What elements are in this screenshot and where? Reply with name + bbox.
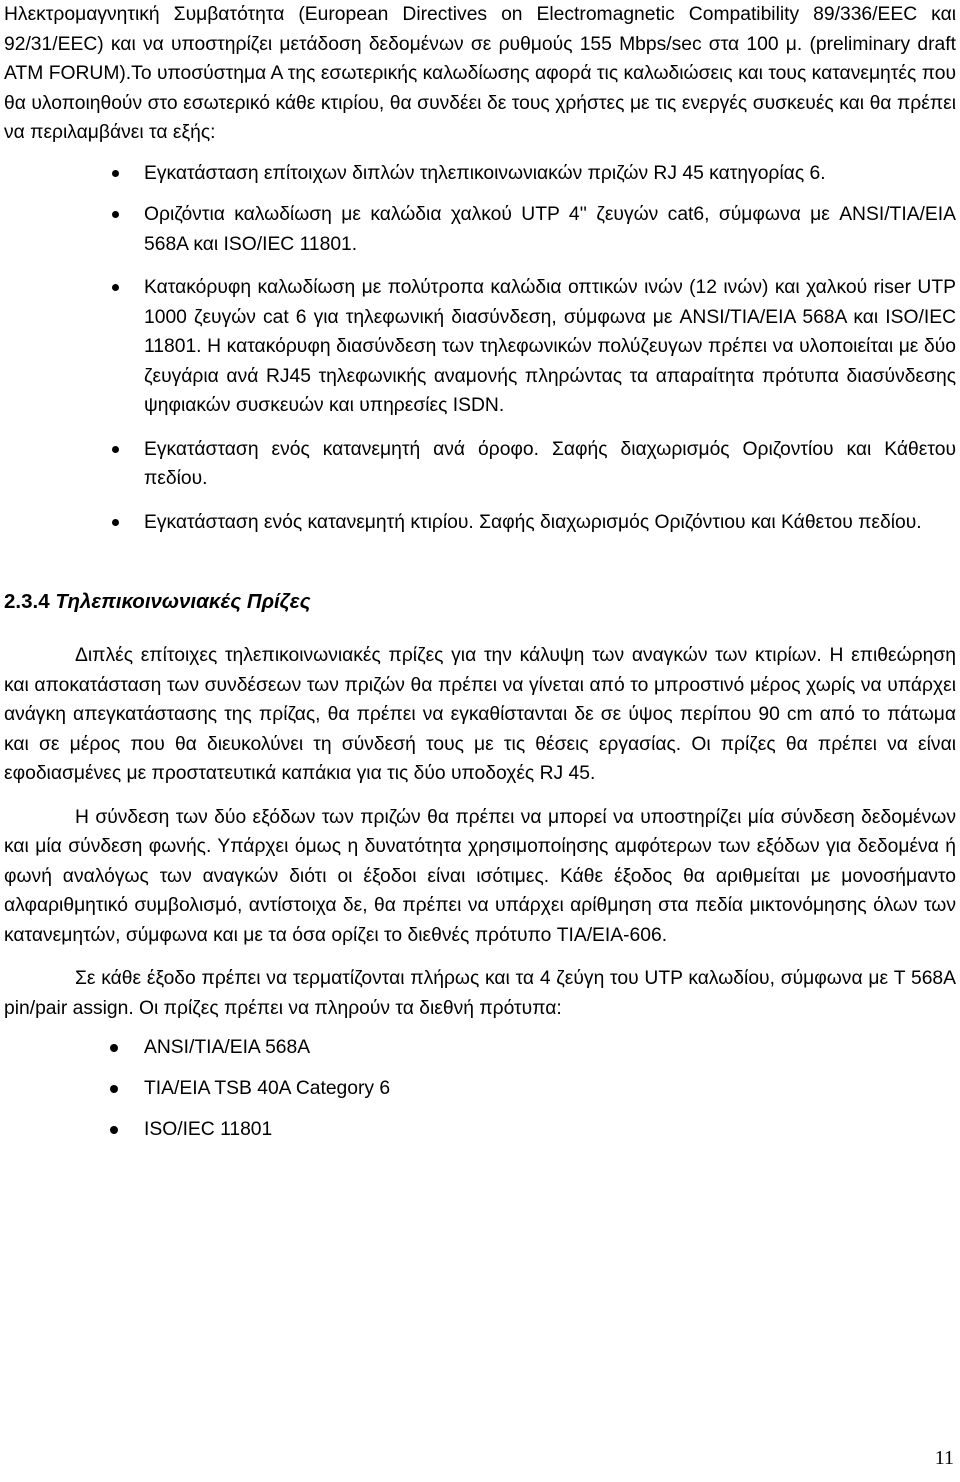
- bullet-icon: [112, 446, 119, 453]
- bullet-icon: [112, 211, 119, 218]
- list-item: [4, 1033, 956, 1063]
- list-item: [4, 1074, 956, 1104]
- bullet-icon: [112, 519, 119, 526]
- list-item: [4, 508, 956, 538]
- list-item: [4, 435, 956, 494]
- standards-list: [4, 1033, 956, 1145]
- document-page: [4, 0, 956, 1156]
- list-item: [4, 273, 956, 421]
- list-item-text: Οριζόντια καλωδίωση με καλώδια χαλκού UTP 4'' ζευγών cat6, σύμφωνα με ANSI/TIA/EIA 568A και ISO/IEC 11801.: [144, 204, 956, 255]
- list-item: [4, 1115, 956, 1145]
- section-number: 2.3.4: [4, 590, 50, 613]
- section-heading: [4, 587, 956, 617]
- bullet-icon: [110, 1085, 118, 1093]
- paragraph-sockets: Διπλές επίτοιχες τηλεπικοινωνιακές πρίζες για την κάλυψη των αναγκών των κτιρίων. Η επιθεώρηση και αποκατάσταση των συνδέσεων των πριζών θα πρέπει να γίνεται από το μπροστινό μέρος χωρίς να υπάρχει ανάγκη απεγκατάστασης της πρίζας, θα πρέπει να εγκαθίστανται δε σε ύψος περίπου 90 cm από το πάτωμα και σε μέρος που θα διευκολύνει τη σύνδεσή τους με τις θέσεις εργασίας. Οι πρίζες θα πρέπει να είναι εφοδιασμένες με προστατευτικά καπάκια για τις δύο υποδοχές RJ 45.: [4, 645, 956, 784]
- paragraph-outputs: Η σύνδεση των δύο εξόδων των πριζών θα πρέπει να μπορεί να υποστηρίζει μία σύνδεση δεδομένων και μία σύνδεση φωνής. Υπάρχει όμως η δυνατότητα χρησιμοποίησης αμφότερων των εξόδων για δεδομένα ή φωνή αναλόγως των αναγκών διότι οι έξοδοι είναι ισότιμες. Κάθε έξοδος θα αριθμείται με μονοσήμαντο αλφαριθμητικό συμβολισμό, αντίστοιχα δε, θα πρέπει να υπάρχει αρίθμηση στα πεδία μικτονόμησης όλων των κατανεμητών, σύμφωνα και με τα όσα ορίζει το διεθνές πρότυπο TIA/EIA-606.: [4, 806, 956, 946]
- bullet-icon: [112, 284, 119, 291]
- section-title: Τηλεπικοινωνιακές Πρίζες: [55, 590, 311, 613]
- list-item-text: Εγκατάσταση ενός κατανεμητή ανά όροφο. Σαφής διαχωρισμός Οριζοντίου και Κάθετου πεδίου.: [144, 438, 956, 489]
- standard-text: TIA/EIA TSB 40A Category 6: [144, 1078, 391, 1099]
- list-item: [4, 159, 956, 189]
- list-item-text: Εγκατάσταση επίτοιχων διπλών τηλεπικοινωνιακών πριζών RJ 45 κατηγορίας 6.: [144, 162, 826, 184]
- page-number: 11: [934, 1447, 954, 1469]
- requirements-list: [4, 159, 956, 538]
- standard-text: ISO/IEC 11801: [144, 1119, 273, 1140]
- list-item-text: Εγκατάσταση ενός κατανεμητή κτιρίου. Σαφής διαχωρισμός Οριζόντιου και Κάθετου πεδίου.: [144, 511, 922, 533]
- paragraph-termination: Σε κάθε έξοδο πρέπει να τερματίζονται πλήρως και τα 4 ζεύγη του UTP καλωδίου, σύμφωνα με T 568A pin/pair assign. Οι πρίζες πρέπει να πληρούν τα διεθνή πρότυπα:: [4, 968, 956, 1019]
- standard-text: ANSI/TIA/EIA 568A: [144, 1037, 311, 1058]
- bullet-icon: [110, 1126, 118, 1134]
- intro-paragraph: Ηλεκτρομαγνητική Συμβατότητα (European Directives on Electromagnetic Compatibility 89/336/EEC και 92/31/EEC) και να υποστηρίζει μετάδοση δεδομένων σε ρυθμούς 155 Mbps/sec στα 100 μ. (preliminary draft ATM FORUM).Το υποσύστημα Α της εσωτερικής καλωδίωσης αφορά τις καλωδιώσεις και τους κατανεμητές που θα υλοποιηθούν στο εσωτερικό κάθε κτιρίου, θα συνδέει δε τους χρήστες με τις ενεργές συσκευές και θα πρέπει να περιλαμβάνει τα εξής:: [4, 4, 956, 143]
- bullet-icon: [110, 1044, 118, 1052]
- list-item: [4, 200, 956, 259]
- list-item-text: Κατακόρυφη καλωδίωση με πολύτροπα καλώδια οπτικών ινών (12 ινών) και χαλκού riser UTP 1000 ζευγών cat 6 για τηλεφωνική διασύνδεση, σύμφωνα με ANSI/TIA/EIA 568A και ISO/IEC 11801. Η κατακόρυφη διασύνδεση των τηλεφωνικών πολύζευγων πρέπει να υλοποιείται με δύο ζευγάρια ανά RJ45 τηλεφωνικής αναμονής πληρώντας τα απαραίτητα πρότυπα διασύνδεσης ψηφιακών συσκευών και υπηρεσίες ISDN.: [144, 277, 956, 416]
- bullet-icon: [112, 170, 119, 177]
